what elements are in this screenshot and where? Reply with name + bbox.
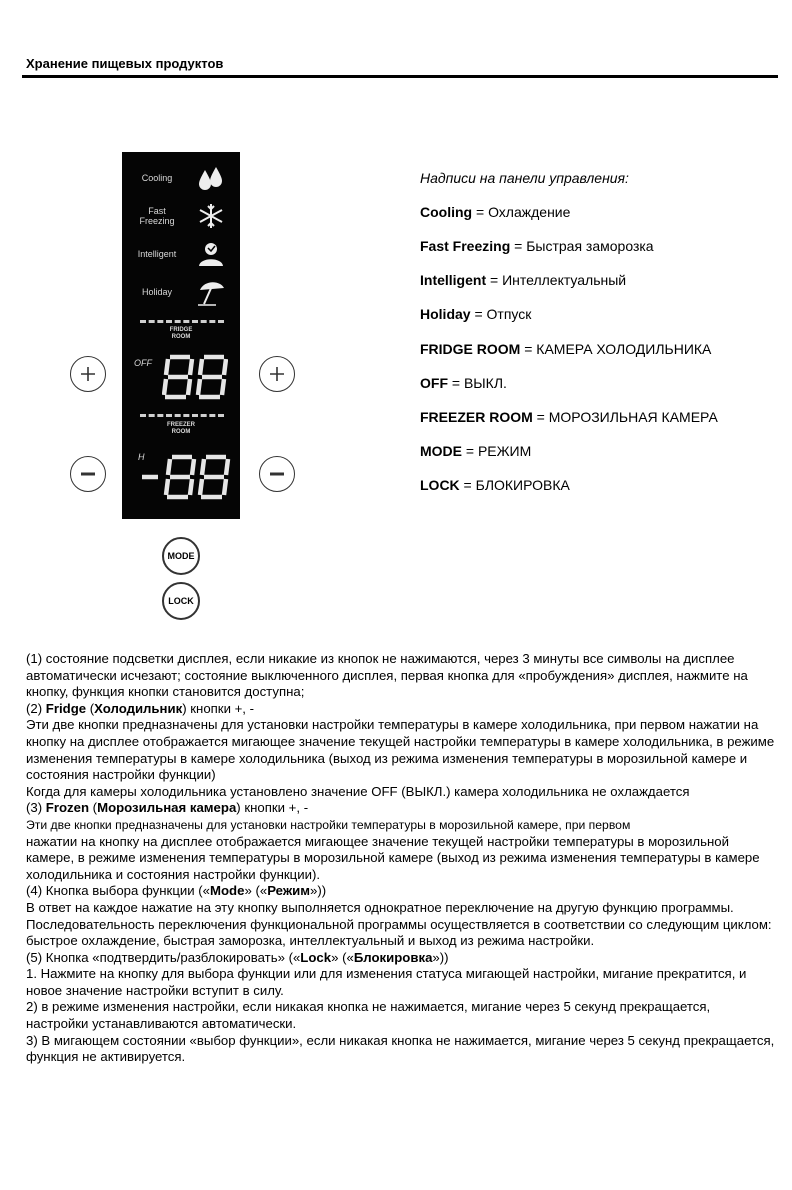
legend-term: MODE	[420, 443, 462, 459]
legend-meaning: = МОРОЗИЛЬНАЯ КАМЕРА	[532, 409, 718, 425]
mode-label-intelligent: Intelligent	[137, 249, 177, 259]
heading-3-post: ) кнопки +, -	[236, 800, 309, 816]
heading-5	[26, 950, 776, 967]
minus-icon	[260, 457, 296, 493]
legend-term: Cooling	[420, 204, 473, 220]
legend-meaning: = КАМЕРА ХОЛОДИЛЬНИКА	[520, 341, 712, 357]
paragraph-5b: 2) в режиме изменения настройки, если никакая кнопка не нажимается, мигание через 5 секунд прекращается, настройки устанавливаются автоматически.	[26, 999, 711, 1032]
off-indicator: OFF	[134, 358, 152, 368]
legend-title: Надписи на панели управления:	[420, 170, 629, 186]
freezer-room-label: FREEZER ROOM	[166, 422, 195, 435]
legend-meaning: = Отпуск	[470, 306, 532, 322]
legend-term: FREEZER ROOM	[420, 409, 533, 425]
heading-2-post: ) кнопки +, -	[182, 700, 255, 716]
mode-button[interactable]: MODE	[162, 537, 200, 575]
legend-item	[420, 341, 711, 357]
legend-meaning: = РЕЖИМ	[462, 443, 532, 459]
heading-5-term-ru: Блокировка	[353, 949, 433, 965]
paragraph-3b: нажатии на кнопку на дисплее отображается мигающее значение текущей настройки температуры в морозильной камере, в режиме изменения температуры в морозильной камере (выход из режима изменения температуры в камере холодильника и состояния настройки функции).	[26, 833, 760, 882]
page-header: Хранение пищевых продуктов	[26, 56, 224, 71]
heading-2-term-ru: Холодильник	[94, 700, 183, 716]
heading-4	[26, 883, 776, 900]
legend-term: LOCK	[420, 477, 460, 493]
heading-4-pre: (4) Кнопка выбора функции («	[26, 883, 211, 899]
paragraph-2: Эти две кнопки предназначены для установки настройки температуры в камере холодильника, при первом нажатии на кнопку на дисплее отображается мигающее значение текущей настройки температуры в камере холодильника, в режиме изменения температуры в камере холодильника (выход из режима изменения температуры в морозильной камере и состояния настройки функции)	[26, 717, 775, 783]
legend-item	[420, 409, 718, 425]
heading-5-term: Lock	[300, 949, 332, 965]
mode-row-intelligent	[122, 240, 240, 268]
heading-5-mid: » («	[331, 949, 354, 965]
legend-item	[420, 306, 531, 322]
plus-icon	[71, 357, 107, 393]
heading-5-post: »))	[432, 949, 449, 965]
legend-item	[420, 272, 626, 288]
umbrella-icon	[196, 278, 226, 306]
legend-meaning: = Интеллектуальный	[486, 272, 627, 288]
freezer-divider	[140, 414, 224, 417]
fridge-divider	[140, 320, 224, 323]
legend-term: OFF	[420, 375, 448, 391]
mode-row-holiday	[122, 278, 240, 306]
heading-3-mid: (	[89, 800, 98, 816]
freezer-temperature-digits	[140, 454, 232, 500]
heading-3-pre: (3)	[26, 800, 46, 816]
mode-label-cooling: Cooling	[141, 173, 173, 183]
mode-row-fast-freezing	[122, 202, 240, 230]
heading-4-term: Mode	[210, 883, 245, 899]
heading-4-mid: » («	[244, 883, 268, 899]
h-indicator: H	[138, 452, 145, 462]
fridge-plus-button[interactable]	[70, 356, 106, 392]
legend-term: Holiday	[420, 306, 471, 322]
heading-2-mid: (	[86, 700, 95, 716]
legend-term: FRIDGE ROOM	[420, 341, 521, 357]
minus-icon	[71, 457, 107, 493]
legend-item	[420, 238, 654, 254]
heading-3	[26, 800, 776, 817]
lock-button[interactable]: LOCK	[162, 582, 200, 620]
paragraph-5c: 3) В мигающем состоянии «выбор функции», если никакая кнопка не нажимается, мигание через 5 секунд прекращается, функция не активируется.	[26, 1032, 775, 1065]
paragraph-1: (1) состояние подсветки дисплея, если никакие из кнопок не нажимаются, через 3 минуты все символы на дисплее автоматически исчезают; состояние выключенного дисплея, первая кнопка для «пробуждения» дисплея, нажмите на кнопку, функция кнопки становится доступна;	[26, 651, 748, 700]
legend-item	[420, 443, 531, 459]
legend-item	[420, 375, 507, 391]
snowflake-icon	[196, 202, 226, 230]
legend-meaning: = БЛОКИРОВКА	[459, 477, 570, 493]
heading-4-post: »))	[310, 883, 327, 899]
fridge-plus-button-right[interactable]	[259, 356, 295, 392]
paragraph-5a: 1. Нажмите на кнопку для выбора функции или для изменения статуса мигающей настройки, мигание прекратится, и новое значение настройки вступит в силу.	[26, 966, 747, 998]
mode-label-fast-freezing: Fast Freezing	[139, 206, 175, 226]
heading-2-term: Fridge	[45, 700, 87, 716]
header-rule	[22, 75, 778, 78]
person-icon	[196, 240, 226, 268]
fridge-room-label: FRIDGE ROOM	[169, 327, 193, 340]
legend-term: Fast Freezing	[420, 238, 511, 254]
heading-3-term: Frozen	[45, 800, 90, 816]
fridge-temperature-digits	[162, 354, 228, 400]
instructions-text	[26, 651, 776, 1066]
mode-row-cooling	[122, 164, 240, 192]
heading-5-pre: (5) Кнопка «подтвердить/разблокировать» («	[26, 949, 301, 965]
legend-meaning: = Охлаждение	[472, 204, 571, 220]
mode-label-holiday: Holiday	[141, 287, 172, 297]
paragraph-4: В ответ на каждое нажатие на эту кнопку выполняется однократное переключение на другую функцию программы. Последовательность переключения функциональной программы осуществляется в соответствии со следующим циклом: быстрое охлаждение, быстрая заморозка, интеллектуальный и выход из режима настройки.	[26, 899, 772, 949]
freezer-minus-button-right[interactable]	[259, 456, 295, 492]
legend-item	[420, 204, 570, 220]
legend-meaning: = ВЫКЛ.	[448, 375, 507, 391]
legend-item	[420, 477, 570, 493]
heading-2	[26, 701, 776, 718]
heading-4-term-ru: Режим	[267, 883, 311, 899]
control-panel-display	[122, 152, 240, 519]
paragraph-2b: Когда для камеры холодильника установлено значение OFF (ВЫКЛ.) камера холодильника не охлаждается	[26, 783, 690, 799]
plus-icon	[260, 357, 296, 393]
heading-3-term-ru: Морозильная камера	[97, 800, 237, 816]
drops-icon	[196, 164, 226, 192]
freezer-minus-button[interactable]	[70, 456, 106, 492]
legend-term: Intelligent	[420, 272, 487, 288]
heading-2-pre: (2)	[26, 700, 46, 716]
paragraph-3a: Эти две кнопки предназначены для установки настройки температуры в морозильной камере, при первом	[26, 817, 631, 832]
legend-meaning: = Быстрая заморозка	[510, 238, 654, 254]
